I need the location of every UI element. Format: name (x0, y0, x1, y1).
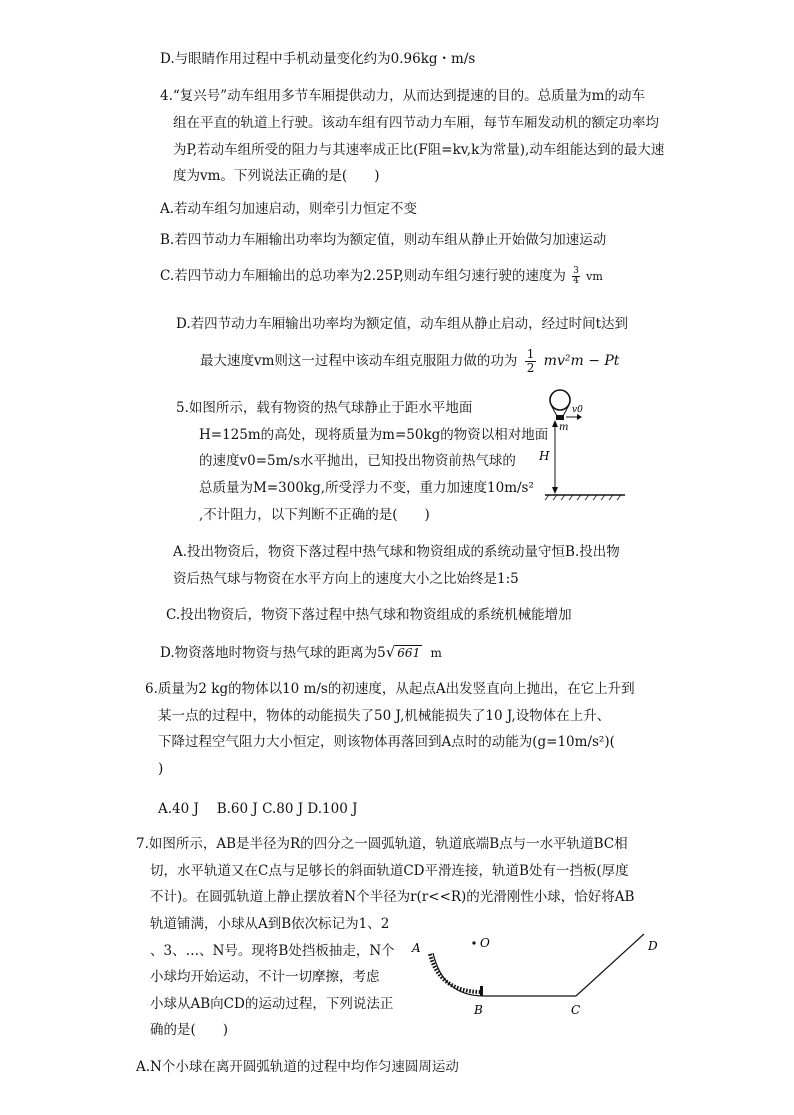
q4-option-b: B.若四节动力车厢输出功率均为额定值，则动车组从静止开始做匀加速运动 (160, 232, 607, 248)
q4-stem-line1: 4.“复兴号”动车组用多节车厢提供动力，从而达到提速的目的。总质量为m的动车 (160, 88, 645, 104)
sqrt-radicand: 661 (397, 646, 421, 660)
q5-stem-line1: 5.如图所示，载有物资的热气球静止于距水平地面 (176, 400, 473, 416)
line-option-d-q3: D.与眼睛作用过程中手机动量变化约为0.96kg・m/s (160, 51, 476, 67)
height-arrow-top (552, 420, 558, 427)
q4-option-c-text: C.若四节动力车厢输出的总功率为2.25P,则动车组匀速行驶的速度为 (160, 268, 566, 284)
q5-stem-line2: H=125m的高处，现将质量为m=50kg的物资以相对地面 (199, 427, 549, 443)
q5-option-d-text: D.物资落地时物资与热气球的距离为5 (160, 645, 386, 661)
track-figure (408, 928, 670, 1020)
q7-stem-line2: 切，水平轨道又在C点与足够长的斜面轨道CD平滑连接，轨道B处有一挡板(厚度 (150, 863, 629, 879)
q5-option-d (160, 642, 442, 663)
q4-stem-line4: 度为vm。下列说法正确的是( ) (173, 168, 380, 184)
balloon-figure (525, 388, 630, 503)
work-expression: mv²m − Pt (543, 353, 620, 369)
q7-stem-line3: 不计)。在圆弧轨道上静止摆放着N个半径为r(r<<R)的光滑刚性小球，恰好将AB (150, 889, 635, 905)
q5-option-c: C.投出物资后，物资下落过程中热气球和物资组成的系统机械能增加 (166, 607, 572, 623)
q7-stem-line8: 确的是( ) (150, 1022, 229, 1038)
q5-stem-line5: ,不计阻力，以下判断不正确的是( ) (199, 507, 430, 523)
q4-option-c-vm: vm (586, 270, 603, 283)
q4-stem-line3: 为P,若动车组所受的阻力与其速率成正比(F阻=kv,k为常量),动车组能达到的最大速 (173, 142, 665, 158)
m-label: m (559, 422, 569, 433)
barrier-at-b (480, 986, 483, 996)
q6-stem-line4: ) (158, 761, 164, 777)
q6-stem-line1: 6.质量为2 kg的物体以10 m/s的初速度，从起点A出发竖直向上抛出，在它上升到 (145, 681, 635, 697)
height-arrow-bottom (552, 487, 558, 494)
incline-track-cd (576, 934, 644, 996)
q5-option-b-cont: 资后热气球与物资在水平方向上的速度大小之比始终是1:5 (173, 571, 519, 587)
fraction-denominator: 2 (526, 361, 535, 375)
label-b: B (474, 1003, 483, 1017)
q7-option-a: A.N个小球在离开圆弧轨道的过程中均作匀速圆周运动 (136, 1059, 459, 1075)
v0-label: v0 (572, 405, 583, 415)
q7-stem-line6: 小球均开始运动，不计一切摩擦，考虑 (150, 969, 380, 985)
h-label: H (539, 449, 550, 463)
fraction-three-quarters (572, 267, 580, 286)
unit-m: m (430, 646, 442, 660)
center-point-o (472, 941, 475, 944)
q5-stem-line3: 的速度v0=5m/s水平抛出，已知投出物资前热气球的 (199, 453, 516, 469)
q4-option-a: A.若动车组匀加速启动，则牵引力恒定不变 (160, 201, 418, 217)
label-d: D (648, 939, 658, 953)
q6-options: A.40 J B.60 J C.80 J D.100 J (158, 801, 358, 817)
q6-stem-line2: 某一点的过程中，物体的动能损失了50 J,机械能损失了10 J,设物体在上升、 (158, 708, 611, 724)
q7-stem-line7: 小球从AB向CD的运动过程，下列说法正 (150, 996, 394, 1012)
sqrt-symbol: √ (385, 643, 396, 661)
q4-option-d-line1: D.若四节动力车厢输出功率均为额定值，动车组从静止启动，经过时间t达到 (176, 316, 629, 332)
q7-stem-line5: 、3、…、N号。现将B处挡板抽走，N个 (150, 943, 395, 959)
ball-chain (430, 954, 480, 992)
q4-option-c (160, 266, 603, 287)
balloon-basket (556, 415, 564, 420)
fraction-one-half (525, 348, 537, 375)
label-a: A (412, 941, 421, 955)
q5-stem-line4: 总质量为M=300kg,所受浮力不变，重力加速度10m/s² (199, 480, 534, 496)
label-c: C (571, 1003, 581, 1017)
balloon-envelope (550, 390, 570, 410)
q5-option-a: A.投出物资后，物资下落过程中热气球和物资组成的系统动量守恒B.投出物 (173, 544, 620, 560)
q6-stem-line3: 下降过程空气阻力大小恒定，则该物体再落回到A点时的动能为(g=10m/s²)( (158, 734, 615, 750)
fraction-numerator: 3 (573, 266, 579, 276)
q7-stem-line1: 7.如图所示，AB是半径为R的四分之一圆弧轨道，轨道底端B点与一水平轨道BC相 (136, 836, 628, 852)
q4-option-d-line2 (200, 348, 619, 375)
label-o: O (480, 936, 490, 950)
fraction-denominator: 4 (573, 276, 579, 286)
ground-hatch (545, 495, 621, 500)
fraction-numerator: 1 (526, 347, 535, 361)
q7-stem-line4: 轨道铺满，小球从A到B依次标记为1、2 (150, 916, 390, 932)
q4-stem-line2: 组在平直的轨道上行驶。该动车组有四节动力车厢，每节车厢发动机的额定功率均 (173, 115, 659, 131)
q4-option-d-text: 最大速度vm则这一过程中该动车组克服阻力做的功为 (200, 353, 518, 369)
